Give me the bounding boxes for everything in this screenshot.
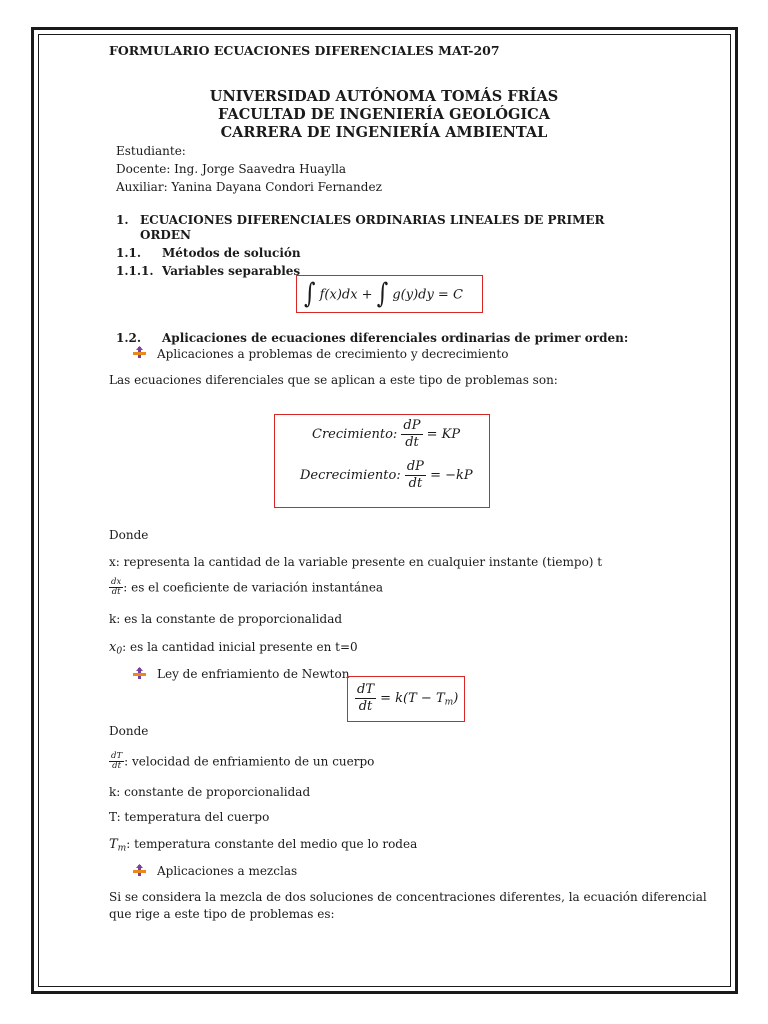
bullet-growth-text: Aplicaciones a problemas de crecimiento y decrecimiento xyxy=(157,347,509,361)
x-definition: x: representa la cantidad de la variable presente en cualquier instante (tiempo) t xyxy=(109,555,603,569)
Tm-symbol xyxy=(109,837,126,852)
decay-equation xyxy=(300,459,473,492)
fraction-denominator: dt xyxy=(109,587,123,597)
mix-paragraph-line2: que rige a este tipo de problemas es: xyxy=(109,907,335,921)
fraction-denominator: dt xyxy=(355,698,376,715)
dT-dt-fraction xyxy=(109,752,124,771)
separable-term-gy: g(y)dy = C xyxy=(392,287,463,303)
bullet-newton-text: Ley de enfriamiento de Newton xyxy=(157,667,350,681)
Tm-definition xyxy=(109,837,417,855)
fraction-denominator: dt xyxy=(401,434,422,451)
fraction-denominator: dt xyxy=(109,761,124,771)
bullet-arrow-icon xyxy=(132,667,147,680)
section-1-number: 1. xyxy=(116,213,129,227)
section-1-2-number: 1.2. xyxy=(116,331,142,345)
fraction-numerator: dT xyxy=(357,682,374,697)
fraction-numerator: dx xyxy=(111,577,122,587)
x0-definition xyxy=(109,640,358,658)
section-1-2-title: Aplicaciones de ecuaciones diferenciales ordinarias de primer orden: xyxy=(162,331,629,345)
dT-dt-fraction xyxy=(355,682,376,715)
dxdt-definition-text: : es el coeficiente de variación instantánea xyxy=(123,580,384,595)
dP-dt-fraction xyxy=(405,459,426,492)
course-title: FORMULARIO ECUACIONES DIFERENCIALES MAT-207 xyxy=(109,43,500,58)
dxdt-definition xyxy=(109,578,383,597)
fraction-numerator: dP xyxy=(406,459,424,474)
dTdt-definition xyxy=(109,752,374,771)
integral-sign-1: ∫ xyxy=(304,278,316,310)
growth-rhs: = KP xyxy=(426,427,461,442)
Tm-subscript: m xyxy=(117,843,127,854)
T-definition: T: temperatura del cuerpo xyxy=(109,810,270,824)
section-1-title-line1: ECUACIONES DIFERENCIALES ORDINARIAS LINEALES DE PRIMER xyxy=(140,213,605,227)
decay-label: Decrecimiento: xyxy=(300,468,405,483)
dTdt-definition-text: : velocidad de enfriamiento de un cuerpo xyxy=(124,754,375,769)
student-line: Estudiante: xyxy=(116,144,186,158)
section-1-1-title: Métodos de solución xyxy=(162,246,301,260)
Tm-definition-text: : temperatura constante del medio que lo rodea xyxy=(126,837,418,851)
x0-base: x xyxy=(109,640,117,655)
faculty-name: FACULTAD DE INGENIERÍA GEOLÓGICA xyxy=(218,106,550,123)
newton-rhs-main: = k(T − T xyxy=(380,691,445,706)
newton-rhs-subscript: m xyxy=(444,697,454,708)
fraction-numerator: dT xyxy=(111,751,123,761)
fraction-numerator: dP xyxy=(403,418,421,433)
decay-rhs: = −kP xyxy=(430,468,473,483)
x0-definition-text: : es la cantidad inicial presente en t=0 xyxy=(122,640,358,654)
mix-paragraph-line1: Si se considera la mezcla de dos soluciones de concentraciones diferentes, la ecuación diferencial xyxy=(109,890,707,904)
separable-equation xyxy=(304,278,463,310)
Tm-base: T xyxy=(109,837,118,852)
section-1-title-line2: ORDEN xyxy=(140,228,191,242)
integral-sign-2: ∫ xyxy=(376,278,389,310)
separable-term-fx: f(x)dx + xyxy=(319,287,373,303)
x0-symbol xyxy=(109,640,122,655)
intro-paragraph: Las ecuaciones diferenciales que se aplican a este tipo de problemas son: xyxy=(109,373,558,387)
career-name: CARRERA DE INGENIERÍA AMBIENTAL xyxy=(220,124,548,141)
newton-rhs xyxy=(380,691,458,706)
k-constant-definition: k: constante de proporcionalidad xyxy=(109,785,311,799)
section-1-1-1-title: Variables separables xyxy=(162,264,301,278)
donde-label-2: Donde xyxy=(109,724,149,738)
k-definition: k: es la constante de proporcionalidad xyxy=(109,612,343,626)
section-1-1-number: 1.1. xyxy=(116,246,142,260)
bullet-arrow-icon xyxy=(132,346,147,359)
dP-dt-fraction xyxy=(401,418,422,451)
university-name: UNIVERSIDAD AUTÓNOMA TOMÁS FRÍAS xyxy=(209,88,559,105)
teacher-line: Docente: Ing. Jorge Saavedra Huaylla xyxy=(116,162,347,176)
assistant-line: Auxiliar: Yanina Dayana Condori Fernandez xyxy=(116,180,382,194)
bullet-arrow-icon xyxy=(132,864,147,877)
donde-label-1: Donde xyxy=(109,528,149,542)
section-1-1-1-number: 1.1.1. xyxy=(116,264,154,278)
newton-rhs-close: ) xyxy=(453,691,459,706)
growth-label: Crecimiento: xyxy=(312,427,402,442)
newton-equation xyxy=(355,682,458,715)
dx-dt-fraction xyxy=(109,578,123,597)
x0-subscript: 0 xyxy=(116,646,123,657)
fraction-denominator: dt xyxy=(405,475,426,492)
growth-equation xyxy=(312,418,460,451)
bullet-mix-text: Aplicaciones a mezclas xyxy=(157,864,298,878)
